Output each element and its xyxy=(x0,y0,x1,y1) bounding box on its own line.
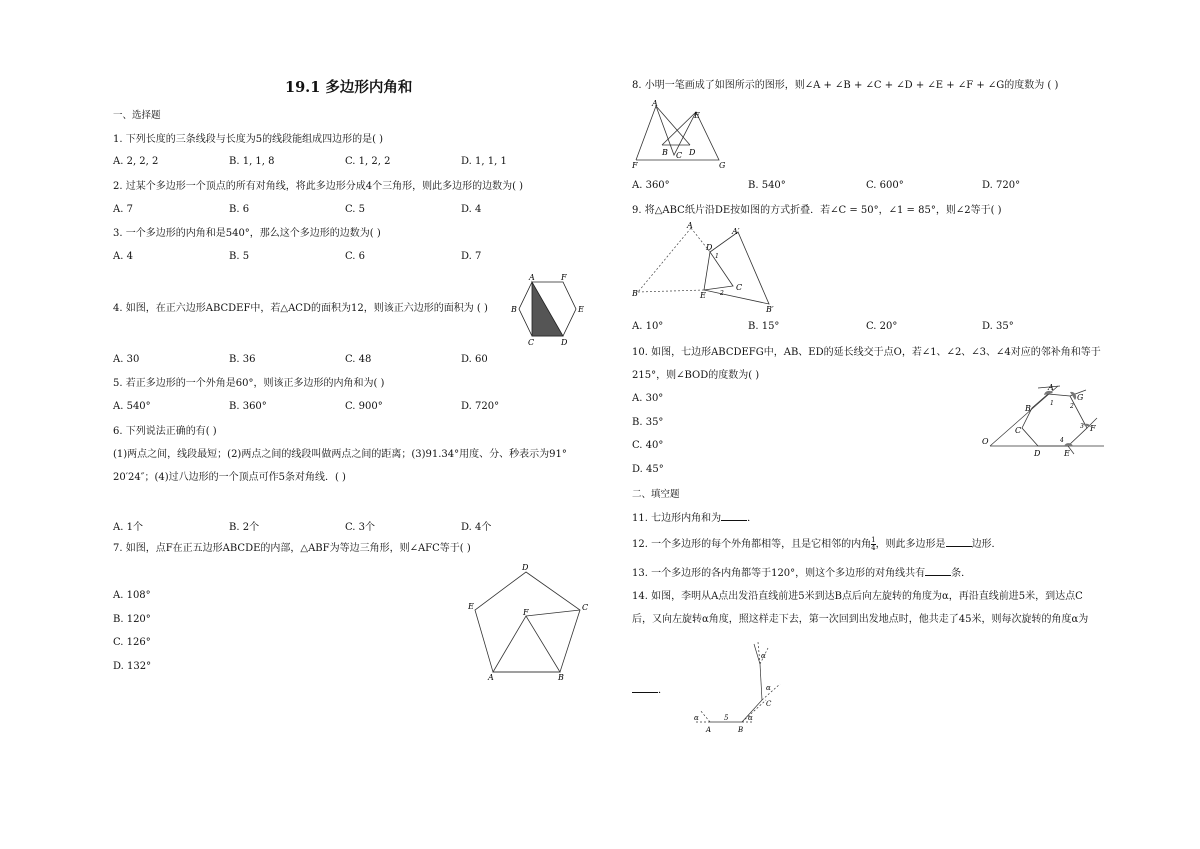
q10-label-1: 1 xyxy=(1050,400,1054,407)
q10-option-b[interactable]: B. 35° xyxy=(632,417,664,428)
q4-label-f: F xyxy=(561,273,567,282)
q7-label-b: B xyxy=(558,673,564,682)
q7-option-b[interactable]: B. 120° xyxy=(113,614,151,625)
q14-label-b: B xyxy=(738,726,744,734)
q10-label-d: D xyxy=(1034,449,1041,458)
q8-label-f: F xyxy=(632,161,638,170)
q10-option-a[interactable]: A. 30° xyxy=(632,393,664,404)
q7-label-d: D xyxy=(522,563,529,572)
q3-option-c[interactable]: C. 6 xyxy=(345,251,366,262)
q11-answer-blank[interactable] xyxy=(721,511,747,521)
q8-label-e: E xyxy=(694,111,700,120)
q7-stem: 7. 如图，点F在正五边形ABCDE的内部，△ABF为等边三角形，则∠AFC等于( ) xyxy=(113,543,471,554)
q2-option-d[interactable]: D. 4 xyxy=(461,204,482,215)
q9-stem: 9. 将△ABC纸片沿DE按如图的方式折叠．若∠C = 50°，∠1 = 85°，则∠2等于( ) xyxy=(632,205,1002,216)
q14-label-alpha-mid: α xyxy=(766,684,771,692)
q6-stem: 6. 下列说法正确的有( ) xyxy=(113,426,217,437)
q13-tail: 条． xyxy=(951,568,972,579)
q9-label-c: C xyxy=(736,283,743,292)
q14-tail: ． xyxy=(658,685,668,696)
q7-label-a: A xyxy=(488,673,494,682)
q6-option-c[interactable]: C. 3个 xyxy=(345,522,376,533)
section-choice: 一、选择题 xyxy=(113,110,161,121)
q6-option-d[interactable]: D. 4个 xyxy=(461,522,492,533)
q12-row xyxy=(632,537,1002,552)
q10-line2: 215°，则∠BOD的度数为( ) xyxy=(632,370,760,381)
q12-frac-denominator: 4 xyxy=(871,544,876,552)
q4-label-d: D xyxy=(561,338,568,347)
q7-option-c[interactable]: C. 126° xyxy=(113,637,151,648)
q12-frac-numerator: 1 xyxy=(871,536,876,544)
q6-option-b[interactable]: B. 2个 xyxy=(229,522,260,533)
q9-label-b-prime: B′ xyxy=(766,305,774,314)
q4-option-a[interactable]: A. 30 xyxy=(113,354,140,365)
q3-option-d[interactable]: D. 7 xyxy=(461,251,482,262)
q4-hexagon-figure xyxy=(510,270,590,348)
q7-option-a[interactable]: A. 108° xyxy=(113,590,151,601)
q6-option-a[interactable]: A. 1个 xyxy=(113,522,143,533)
q7-label-c: C xyxy=(582,603,589,612)
q1-option-c[interactable]: C. 1, 2, 2 xyxy=(345,156,391,167)
q10-option-d[interactable]: D. 45° xyxy=(632,464,664,475)
q9-label-1: 1 xyxy=(715,253,719,260)
q9-option-b[interactable]: B. 15° xyxy=(748,321,780,332)
q4-label-e: E xyxy=(578,305,584,314)
q8-star-figure xyxy=(632,98,732,170)
q10-label-f: F xyxy=(1090,424,1096,433)
q10-option-c[interactable]: C. 40° xyxy=(632,440,664,451)
q10-label-4: 4 xyxy=(1060,437,1064,444)
q12-stem: 12. 一个多边形的每个外角都相等，且是它相邻的内角 xyxy=(632,539,872,550)
q14-answer-row xyxy=(632,683,668,697)
q10-heptagon-figure xyxy=(982,378,1112,462)
q3-stem: 3. 一个多边形的内角和是540°，那么这个多边形的边数为( ) xyxy=(113,228,381,239)
q9-option-a[interactable]: A. 10° xyxy=(632,321,664,332)
q12-answer-blank[interactable] xyxy=(946,537,972,547)
q7-label-e: E xyxy=(468,602,474,611)
q10-label-a: A xyxy=(1048,383,1054,392)
q4-stem: 4. 如图，在正六边形ABCDEF中，若△ACD的面积为12，则该正六边形的面积为 ( ) xyxy=(113,303,488,314)
q14-label-c: C xyxy=(766,700,772,708)
q14-label-a: A xyxy=(706,726,712,734)
q14-stem: 14. 如图，李明从A点出发沿直线前进5米到达B点后向左旋转的角度为α，再沿直线前进5米，到达点C xyxy=(632,591,1083,602)
q9-fold-figure xyxy=(632,220,782,315)
q4-option-c[interactable]: C. 48 xyxy=(345,354,372,365)
q1-option-b[interactable]: B. 1, 1, 8 xyxy=(229,156,275,167)
q6-line2: 20′24″；(4)过八边形的一个顶点可作5条对角线．( ) xyxy=(113,472,346,483)
q12-mid: ，则此多边形是 xyxy=(875,539,946,550)
q8-label-g: G xyxy=(719,161,726,170)
q10-label-2: 2 xyxy=(1070,403,1074,410)
q8-stem: 8. 小明一笔画成了如图所示的图形，则∠A + ∠B + ∠C + ∠D + ∠E + ∠F + ∠G的度数为 ( ) xyxy=(632,80,1059,91)
q9-label-2: 2 xyxy=(720,290,724,297)
q2-option-a[interactable]: A. 7 xyxy=(113,204,133,215)
q8-label-a: A xyxy=(652,99,658,108)
q14-label-5: 5 xyxy=(724,714,729,722)
q10-label-e: E xyxy=(1064,449,1070,458)
q9-label-a: A xyxy=(687,221,693,230)
q10-label-c: C xyxy=(1015,426,1022,435)
q6-line1: (1)两点之间，线段最短；(2)两点之间的线段叫做两点之间的距离；(3)91.34°用度、分、秒表示为91° xyxy=(113,449,567,460)
q14-label-alpha-b: α xyxy=(748,714,753,722)
q10-label-g: G xyxy=(1077,393,1084,402)
q8-option-b[interactable]: B. 540° xyxy=(748,180,786,191)
q8-label-b: B xyxy=(662,148,668,157)
q10-label-b: B xyxy=(1025,404,1031,413)
q4-label-a: A xyxy=(529,273,535,282)
q7-label-f: F xyxy=(523,608,529,617)
q14-answer-blank[interactable] xyxy=(632,683,658,693)
q13-answer-blank[interactable] xyxy=(925,566,951,576)
q1-stem: 1. 下列长度的三条线段与长度为5的线段能组成四边形的是( ) xyxy=(113,134,384,145)
q4-label-b: B xyxy=(511,305,517,314)
q8-label-c: C xyxy=(676,151,683,160)
q5-stem: 5. 若正多边形的一个外角是60°，则该正多边形的内角和为( ) xyxy=(113,378,385,389)
q4-option-d[interactable]: D. 60 xyxy=(461,354,488,365)
q9-option-c[interactable]: C. 20° xyxy=(866,321,898,332)
q14-path-figure xyxy=(682,640,822,736)
q4-option-b[interactable]: B. 36 xyxy=(229,354,256,365)
q1-option-d[interactable]: D. 1, 1, 1 xyxy=(461,156,507,167)
q11-tail: ． xyxy=(747,513,758,524)
q2-option-c[interactable]: C. 5 xyxy=(345,204,366,215)
q5-option-b[interactable]: B. 360° xyxy=(229,401,267,412)
q12-tail: 边形． xyxy=(971,539,1002,550)
page-title: 19.1 多边形内角和 xyxy=(285,79,413,96)
q10-stem: 10. 如图，七边形ABCDEFG中，AB、ED的延长线交于点O，若∠1、∠2、∠3、∠4对应的邻补角和等于 xyxy=(632,347,1101,358)
q9-label-e: E xyxy=(700,291,706,300)
q2-option-b[interactable]: B. 6 xyxy=(229,204,250,215)
q8-option-c[interactable]: C. 600° xyxy=(866,180,904,191)
q8-option-d[interactable]: D. 720° xyxy=(982,180,1021,191)
q7-option-d[interactable]: D. 132° xyxy=(113,661,152,672)
q9-label-b: B xyxy=(632,289,638,298)
q9-label-a-prime: A′ xyxy=(732,227,740,236)
q5-option-c[interactable]: C. 900° xyxy=(345,401,383,412)
q10-label-o: O xyxy=(982,437,989,446)
q8-option-a[interactable]: A. 360° xyxy=(632,180,670,191)
q11-row xyxy=(632,511,757,525)
q8-label-d: D xyxy=(689,148,696,157)
q14-label-alpha-top: α xyxy=(761,652,766,660)
q9-label-d: D xyxy=(706,243,713,252)
q2-stem: 2. 过某个多边形一个顶点的所有对角线，将此多边形分成4个三角形，则此多边形的边数为( ) xyxy=(113,181,524,192)
q10-label-3: 3 xyxy=(1080,423,1084,430)
q14-line2: 后，又向左旋转α角度，照这样走下去，第一次回到出发地点时，他共走了45米，则每次旋转的角度α为 xyxy=(632,614,1089,625)
q3-option-b[interactable]: B. 5 xyxy=(229,251,250,262)
q11-stem: 11. 七边形内角和为 xyxy=(632,513,722,524)
q3-option-a[interactable]: A. 4 xyxy=(113,251,133,262)
q13-stem: 13. 一个多边形的各内角都等于120°，则这个多边形的对角线共有 xyxy=(632,568,926,579)
q5-option-a[interactable]: A. 540° xyxy=(113,401,151,412)
q5-option-d[interactable]: D. 720° xyxy=(461,401,500,412)
q1-option-a[interactable]: A. 2, 2, 2 xyxy=(113,156,159,167)
q14-label-alpha-a: α xyxy=(694,714,699,722)
q13-row xyxy=(632,566,971,580)
section-fill: 二、填空题 xyxy=(632,489,680,500)
q7-pentagon-figure xyxy=(468,560,598,682)
q9-option-d[interactable]: D. 35° xyxy=(982,321,1014,332)
q4-label-c: C xyxy=(528,338,535,347)
